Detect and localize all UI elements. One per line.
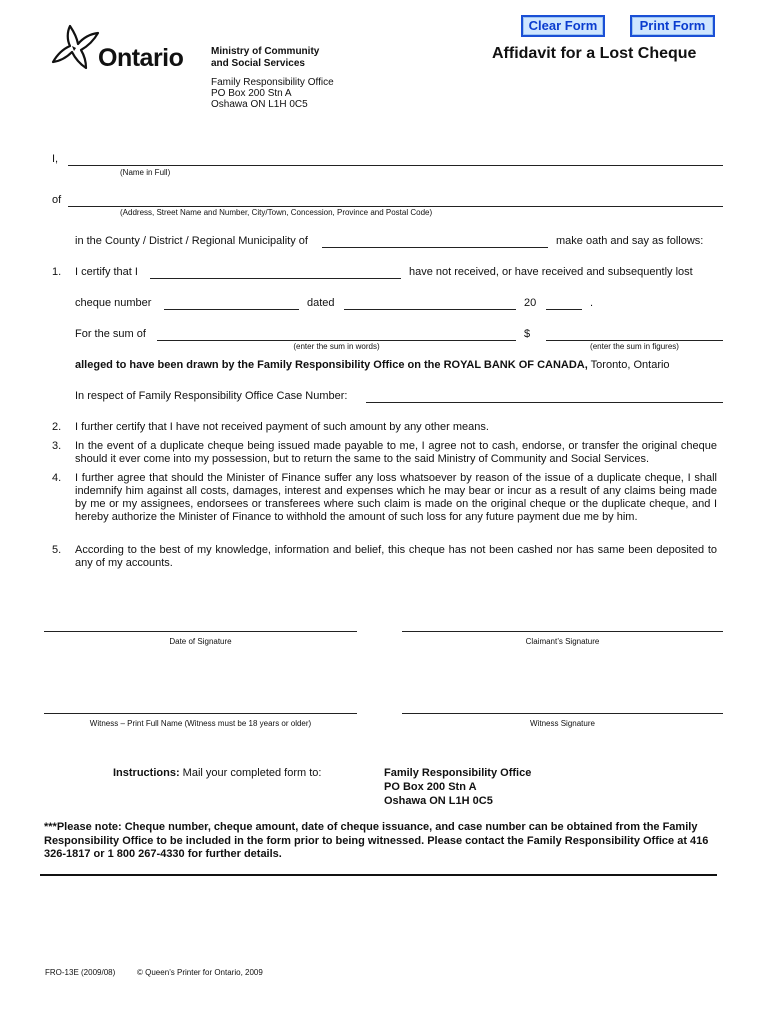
item1-number: 1. — [52, 266, 62, 278]
please-note: ***Please note: Cheque number, cheque amount, date of cheque issuance, and case number can be obtained from the Family Responsibility Office to be included in the form prior to being witnessed. Please contact the Family Responsibility Office at 416 326-1817 or 1 800 267-4330 for further details. — [44, 821, 709, 860]
item5-number: 5. — [52, 544, 62, 556]
not-received-label: have not received, or have received and subsequently lost — [409, 266, 693, 278]
case-number-field[interactable] — [366, 402, 723, 403]
cheque-year-field[interactable] — [546, 309, 582, 310]
cheque-date-field[interactable] — [344, 309, 516, 310]
sum-figures-field[interactable] — [546, 340, 723, 341]
print-form-button[interactable]: Print Form — [630, 15, 715, 37]
witness-name-label: Witness – Print Full Name (Witness must be 18 years or older) — [89, 719, 312, 728]
witness-name-field[interactable] — [44, 713, 357, 714]
oath-label: make oath and say as follows: — [556, 235, 704, 247]
mail-address-line2: PO Box 200 Stn A — [384, 781, 477, 793]
instructions-text: Mail your completed form to: — [179, 767, 322, 779]
item3-text: In the event of a duplicate cheque being issued made payable to me, I agree not to cash, endorse, or transfer the original cheque should it ever come into my possession, but to return the same to the said Ministry of Community and Social Services. — [75, 440, 717, 465]
alleged-tail-text: Toronto, Ontario — [587, 359, 670, 371]
i-label: I, — [52, 153, 59, 165]
date-of-signature-field[interactable] — [44, 631, 357, 632]
mail-address-line3: Oshawa ON L1H 0C5 — [384, 795, 493, 807]
item4-number: 4. — [52, 472, 62, 484]
office-city: Oshawa ON L1H 0C5 — [211, 99, 308, 110]
county-field[interactable] — [322, 247, 548, 248]
note-divider — [40, 874, 717, 876]
cheque-number-label: cheque number — [75, 297, 152, 309]
ministry-name-line2: and Social Services — [211, 58, 305, 69]
dated-label: dated — [307, 297, 335, 309]
item4-text: I further agree that should the Minister of Finance suffer any loss whatsoever by reason of the issue of a duplicate cheque, I shall indemnify him against all costs, damages, interest and expenses which he may bear or incur as a result of any claims being made by me or my assignees, endorsees or transferees where such claim is made on the original cheque or the duplicate cheque, and I hereby authorize the Minister of Finance to withhold the amount of such loss for any future payment due me by him. — [75, 472, 717, 523]
name-hint: (Name in Full) — [120, 168, 171, 177]
instructions — [113, 767, 321, 780]
mail-address-line1: Family Responsibility Office — [384, 767, 532, 779]
sum-figures-hint: (enter the sum in figures) — [590, 342, 679, 351]
year-prefix-label: 20 — [524, 297, 537, 309]
witness-signature-field[interactable] — [402, 713, 723, 714]
claimant-signature-label: Claimant’s Signature — [525, 637, 600, 646]
certify-label: I certify that I — [75, 266, 138, 278]
certify-name-field[interactable] — [150, 278, 401, 279]
county-label: in the County / District / Regional Municipality of — [75, 235, 308, 247]
name-field[interactable] — [68, 165, 723, 166]
case-number-label: In respect of Family Responsibility Office Case Number: — [75, 390, 348, 402]
sum-words-hint: (enter the sum in words) — [293, 342, 380, 351]
witness-signature-label: Witness Signature — [530, 719, 595, 728]
address-hint: (Address, Street Name and Number, City/Town, Concession, Province and Postal Code) — [120, 208, 433, 217]
of-label: of — [52, 194, 62, 206]
instructions-label: Instructions: — [113, 767, 180, 779]
trillium-logo-icon — [50, 24, 102, 72]
form-code: FRO-13E (2009/08) — [45, 968, 116, 977]
page-title: Affidavit for a Lost Cheque — [492, 45, 697, 62]
item5-text: According to the best of my knowledge, information and belief, this cheque has not been cashed nor has same been deposited to any of my accounts. — [75, 544, 717, 569]
address-field[interactable] — [68, 206, 723, 207]
office-box: PO Box 200 Stn A — [211, 88, 292, 99]
item2-text: I further certify that I have not received payment of such amount by any other means. — [75, 421, 489, 433]
sum-words-field[interactable] — [157, 340, 516, 341]
item2-number: 2. — [52, 421, 62, 433]
ministry-name-line1: Ministry of Community — [211, 46, 320, 57]
claimant-signature-field[interactable] — [402, 631, 723, 632]
alleged-bold-text: alleged to have been drawn by the Family Responsibility Office on the ROYAL BANK OF CANADA, — [75, 359, 588, 371]
alleged-statement — [75, 359, 670, 372]
item3-number: 3. — [52, 440, 62, 452]
dollar-label: $ — [524, 328, 531, 340]
date-of-signature-label: Date of Signature — [169, 637, 232, 646]
cheque-number-field[interactable] — [164, 309, 299, 310]
clear-form-button[interactable]: Clear Form — [521, 15, 605, 37]
office-name: Family Responsibility Office — [211, 77, 334, 88]
sum-label: For the sum of — [75, 328, 146, 340]
year-period: . — [590, 297, 594, 309]
ontario-wordmark: Ontario — [98, 44, 184, 72]
copyright: © Queen’s Printer for Ontario, 2009 — [137, 968, 263, 977]
